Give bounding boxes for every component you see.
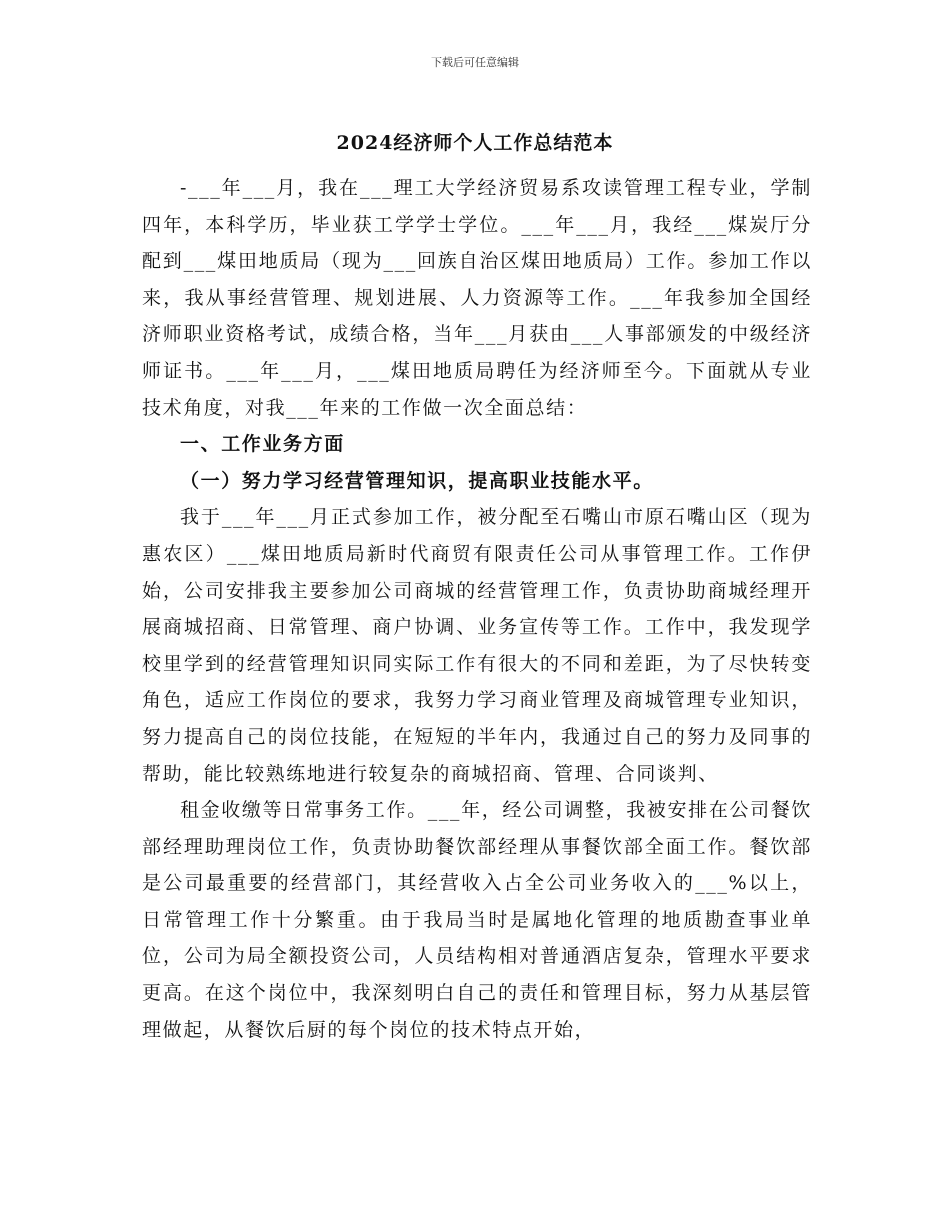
paragraph-work-start: 我于___年___月正式参加工作，被分配至石嘴山市原石嘴山区（现为惠农区）___煤田地质局新时代商贸有限责任公司从事管理工作。工作伊始，公司安排我主要参加公司商城的经营管理工作，负责协助商城经理开展商城招商、日常管理、商户协调、业务宣传等工作。工作中，我发现学校里学到的经营管理知识同实际工作有很大的不同和差距，为了尽快转变角色，适应工作岗位的要求，我努力学习商业管理及商城管理专业知识，努力提高自己的岗位技能，在短短的半年内，我通过自己的努力及同事的帮助，能比较熟练地进行较复杂的商城招商、管理、合同谈判、	[142, 506, 812, 785]
header-note: 下载后可任意编辑	[431, 56, 519, 69]
paragraph-intro: -___年___月，我在___理工大学经济贸易系攻读管理工程专业，学制四年，本科学历，毕业获工学学士学位。___年___月，我经___煤炭厅分配到___煤田地质局（现为___回族自治区煤田地质局）工作。参加工作以来，我从事经营管理、规划进展、人力资源等工作。___年我参加全国经济师职业资格考试，成绩合格，当年___月获由___人事部颁发的中级经济师证书。___年___月，___煤田地质局聘任为经济师至今。下面就从专业技术角度，对我___年来的工作做一次全面总结：	[142, 177, 812, 419]
subsection-heading: （一）努力学习经营管理知识，提高职业技能水平。	[180, 469, 654, 492]
document-title: 2024经济师个人工作总结范本	[336, 132, 614, 154]
paragraph-restaurant: 租金收缴等日常事务工作。___年，经公司调整，我被安排在公司餐饮部经理助理岗位工作，负责协助餐饮部经理从事餐饮部全面工作。餐饮部是公司最重要的经营部门，其经营收入占全公司业务收入的___%以上，日常管理工作十分繁重。由于我局当时是属地化管理的地质勘查事业单位，公司为局全额投资公司，人员结构相对普通酒店复杂，管理水平要求更高。在这个岗位中，我深刻明白自己的责任和管理目标，努力从基层管理做起，从餐饮后厨的每个岗位的技术特点开始，	[142, 799, 812, 1041]
document-body	[142, 170, 812, 1048]
section-heading: 一、工作业务方面	[180, 433, 345, 456]
